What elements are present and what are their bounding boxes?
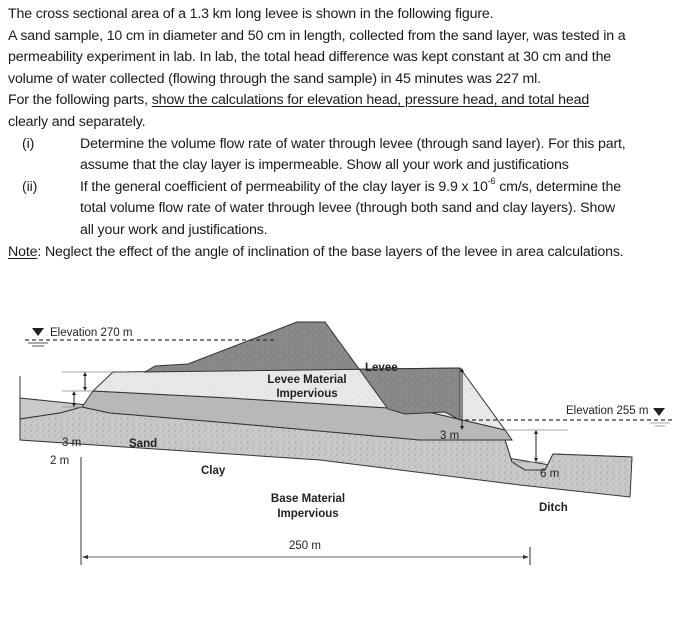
intro-line-3: permeability experiment in lab. In lab, the total head difference was kept constant at 30 cm and the [8,49,612,66]
levee-label: Levee [365,362,398,374]
note-line [8,242,698,264]
part-ii-line-3: all your work and justifications. [80,221,268,238]
instruction-suffix: clearly and separately. [8,113,146,130]
ditch-label: Ditch [539,502,568,514]
clay-thickness-left-label: 2 m [50,455,70,467]
instruction-line [8,90,698,112]
length-dimension-label: 250 m [289,540,321,552]
intro-line-2: A sand sample, 10 cm in diameter and 50 cm in length, collected from the sand layer, was tested in a [8,27,626,44]
part-i-line-1: Determine the volume flow rate of water through levee (through sand layer). For this part, [80,135,626,152]
sand-thickness-right-label: 3 m [440,430,460,442]
part-i-line-2: assume that the clay layer is impermeable. Show all your work and justifications [80,157,569,174]
part-ii [8,177,698,242]
base-material-label-1: Base Material [270,493,346,505]
clay-label: Clay [201,465,226,477]
exponent: -6 [487,176,496,187]
part-i [8,134,698,177]
intro-line-4: volume of water collected (flowing through the sand sample) in 45 minutes was 227 ml. [8,70,541,87]
note-text: : Neglect the effect of the angle of inclination of the base layers of the levee in area calculations. [37,243,624,260]
downstream-elevation-label: Elevation 255 m [566,405,649,417]
part-i-number: (i) [22,135,35,152]
part-ii-text-b: cm/s, determine the [495,178,621,195]
problem-statement [8,4,698,263]
part-ii-line-2: total volume flow rate of water through levee (through both sand and clay layers). Show [80,200,616,217]
levee-material-label-1: Levee Material [267,374,347,386]
upstream-elevation-label: Elevation 270 m [50,327,133,339]
sand-thickness-left-label: 3 m [62,437,82,449]
part-ii-text-a: If the general coefficient of permeability of the clay layer is 9.9 x 10 [80,178,488,195]
downstream-water-marker [653,408,665,416]
levee-diagram [0,310,700,630]
sand-label: Sand [129,438,158,450]
part-ii-line-1 [80,177,698,199]
instruction-prefix: For the following parts, [8,92,152,109]
note-label: Note [8,243,38,260]
instruction-underlined: show the calculations for elevation head, pressure head, and total head [151,92,590,109]
levee-material-label-2: Impervious [276,388,338,400]
clay-thickness-right-label: 6 m [540,468,560,480]
part-ii-number: (ii) [22,178,38,195]
intro-line-1: The cross sectional area of a 1.3 km long levee is shown in the following figure. [8,6,494,22]
base-material-label-2: Impervious [277,508,339,520]
upstream-water-marker [32,328,44,336]
levee-cross-section-figure [0,310,700,630]
